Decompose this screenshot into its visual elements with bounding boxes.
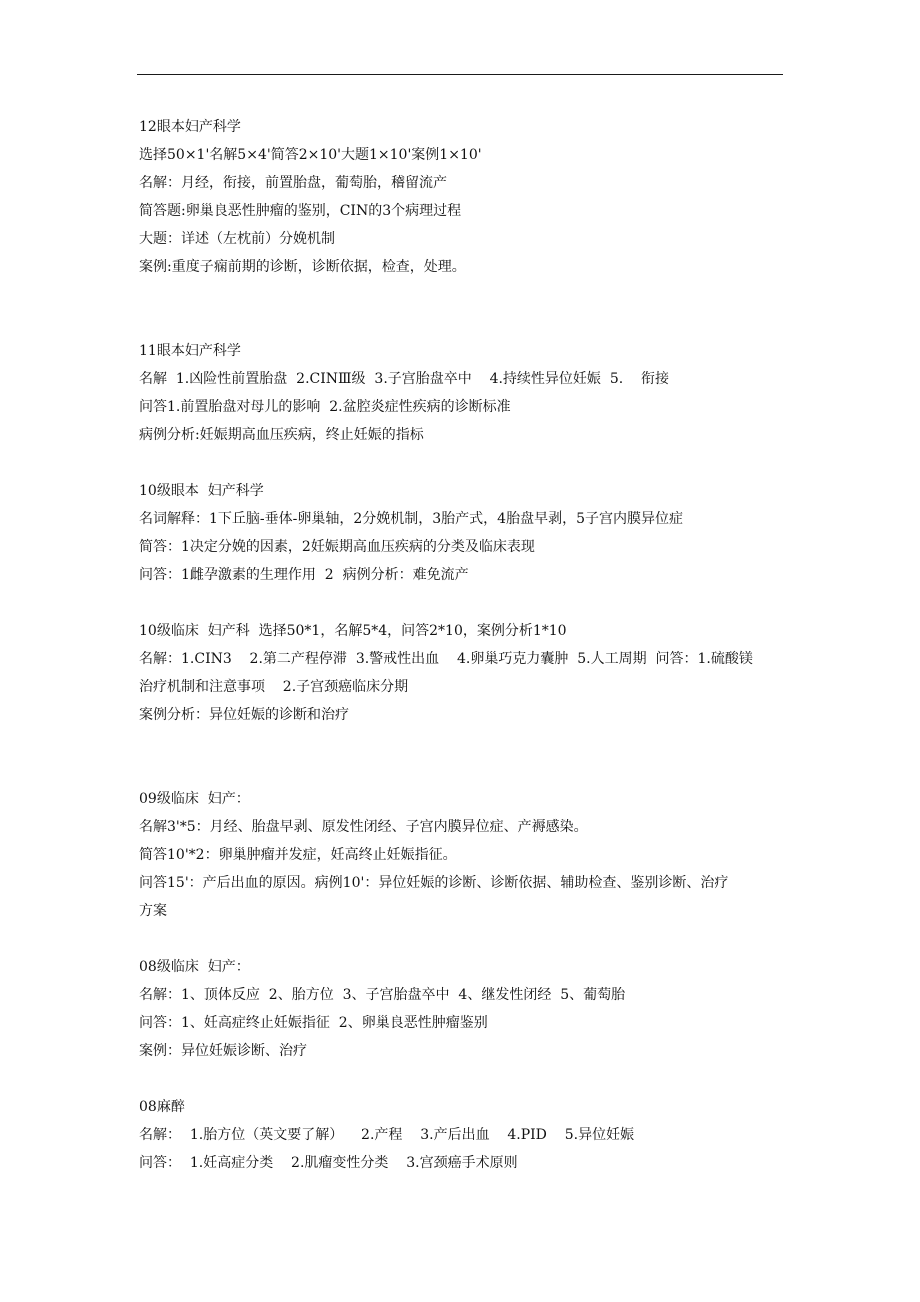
text-line: 问答15'：产后出血的原因。病例10'：异位妊娠的诊断、诊断依据、辅助检查、鉴别诊断、治疗 bbox=[139, 875, 729, 891]
section-12-eye-obgyn bbox=[139, 113, 789, 281]
section-title: 09级临床 妇产： bbox=[139, 791, 250, 807]
text-line: 问答1.前置胎盘对母儿的影响 2.盆腔炎症性疾病的诊断标准 bbox=[139, 399, 511, 415]
text-line: 名解 1.凶险性前置胎盘 2.CINⅢ级 3.子宫胎盘卒中 4.持续性异位妊娠 5. 衔接 bbox=[139, 371, 669, 387]
section-title: 10级临床 妇产科 选择50*1，名解5*4，问答2*10，案例分析1*10 bbox=[139, 623, 567, 639]
spacer bbox=[139, 449, 789, 477]
text-line: 问答：1雌孕激素的生理作用 2 病例分析：难免流产 bbox=[139, 567, 469, 583]
text-line: 方案 bbox=[139, 903, 167, 919]
spacer bbox=[139, 589, 789, 617]
text-line: 案例：异位妊娠诊断、治疗 bbox=[139, 1043, 307, 1059]
section-09-clinical-obgyn bbox=[139, 785, 789, 925]
section-title: 08麻醉 bbox=[139, 1099, 185, 1115]
text-line: 案例:重度子痫前期的诊断，诊断依据，检查，处理。 bbox=[139, 259, 466, 275]
section-title: 08级临床 妇产： bbox=[139, 959, 250, 975]
section-title: 10级眼本 妇产科学 bbox=[139, 483, 264, 499]
text-line: 简答题:卵巢良恶性肿瘤的鉴别，CIN的3个病理过程 bbox=[139, 203, 462, 219]
text-line: 治疗机制和注意事项 2.子宫颈癌临床分期 bbox=[139, 679, 409, 695]
text-line: 病例分析:妊娠期高血压疾病，终止妊娠的指标 bbox=[139, 427, 424, 443]
document-body bbox=[139, 113, 789, 1177]
text-line: 名解：1.CIN3 2.第二产程停滞 3.警戒性出血 4.卵巢巧克力囊肿 5.人工周期 问答：1.硫酸镁 bbox=[139, 651, 753, 667]
text-line: 问答：1、妊高症终止妊娠指征 2、卵巢良恶性肿瘤鉴别 bbox=[139, 1015, 488, 1031]
text-line: 问答： 1.妊高症分类 2.肌瘤变性分类 3.宫颈癌手术原则 bbox=[139, 1155, 518, 1171]
text-line: 大题：详述（左枕前）分娩机制 bbox=[139, 231, 335, 247]
text-line: 简答10'*2：卵巢肿瘤并发症，妊高终止妊娠指征。 bbox=[139, 847, 457, 863]
text-line: 名词解释：1下丘脑-垂体-卵巢轴，2分娩机制，3胎产式，4胎盘早剥，5子宫内膜异位症 bbox=[139, 511, 683, 527]
section-10-eye-obgyn bbox=[139, 477, 789, 589]
text-line: 案例分析：异位妊娠的诊断和治疗 bbox=[139, 707, 349, 723]
text-line: 名解：1、顶体反应 2、胎方位 3、子宫胎盘卒中 4、继发性闭经 5、葡萄胎 bbox=[139, 987, 626, 1003]
spacer bbox=[139, 1065, 789, 1093]
spacer bbox=[139, 281, 789, 337]
text-line: 名解： 1.胎方位（英文要了解） 2.产程 3.产后出血 4.PID 5.异位妊娠 bbox=[139, 1127, 635, 1143]
text-line: 名解：月经，衔接，前置胎盘，葡萄胎，稽留流产 bbox=[139, 175, 447, 191]
section-11-eye-obgyn bbox=[139, 337, 789, 449]
section-08-anesthesia bbox=[139, 1093, 789, 1177]
header-rule bbox=[137, 74, 783, 75]
text-line: 选择50×1'名解5×4'简答2×10'大题1×10'案例1×10' bbox=[139, 147, 482, 163]
text-line: 名解3'*5：月经、胎盘早剥、原发性闭经、子宫内膜异位症、产褥感染。 bbox=[139, 819, 588, 835]
section-title: 12眼本妇产科学 bbox=[139, 119, 241, 135]
text-line: 简答：1决定分娩的因素，2妊娠期高血压疾病的分类及临床表现 bbox=[139, 539, 535, 555]
spacer bbox=[139, 729, 789, 785]
section-08-clinical-obgyn bbox=[139, 953, 789, 1065]
spacer bbox=[139, 925, 789, 953]
section-title: 11眼本妇产科学 bbox=[139, 343, 241, 359]
section-10-clinical-obgyn bbox=[139, 617, 789, 729]
